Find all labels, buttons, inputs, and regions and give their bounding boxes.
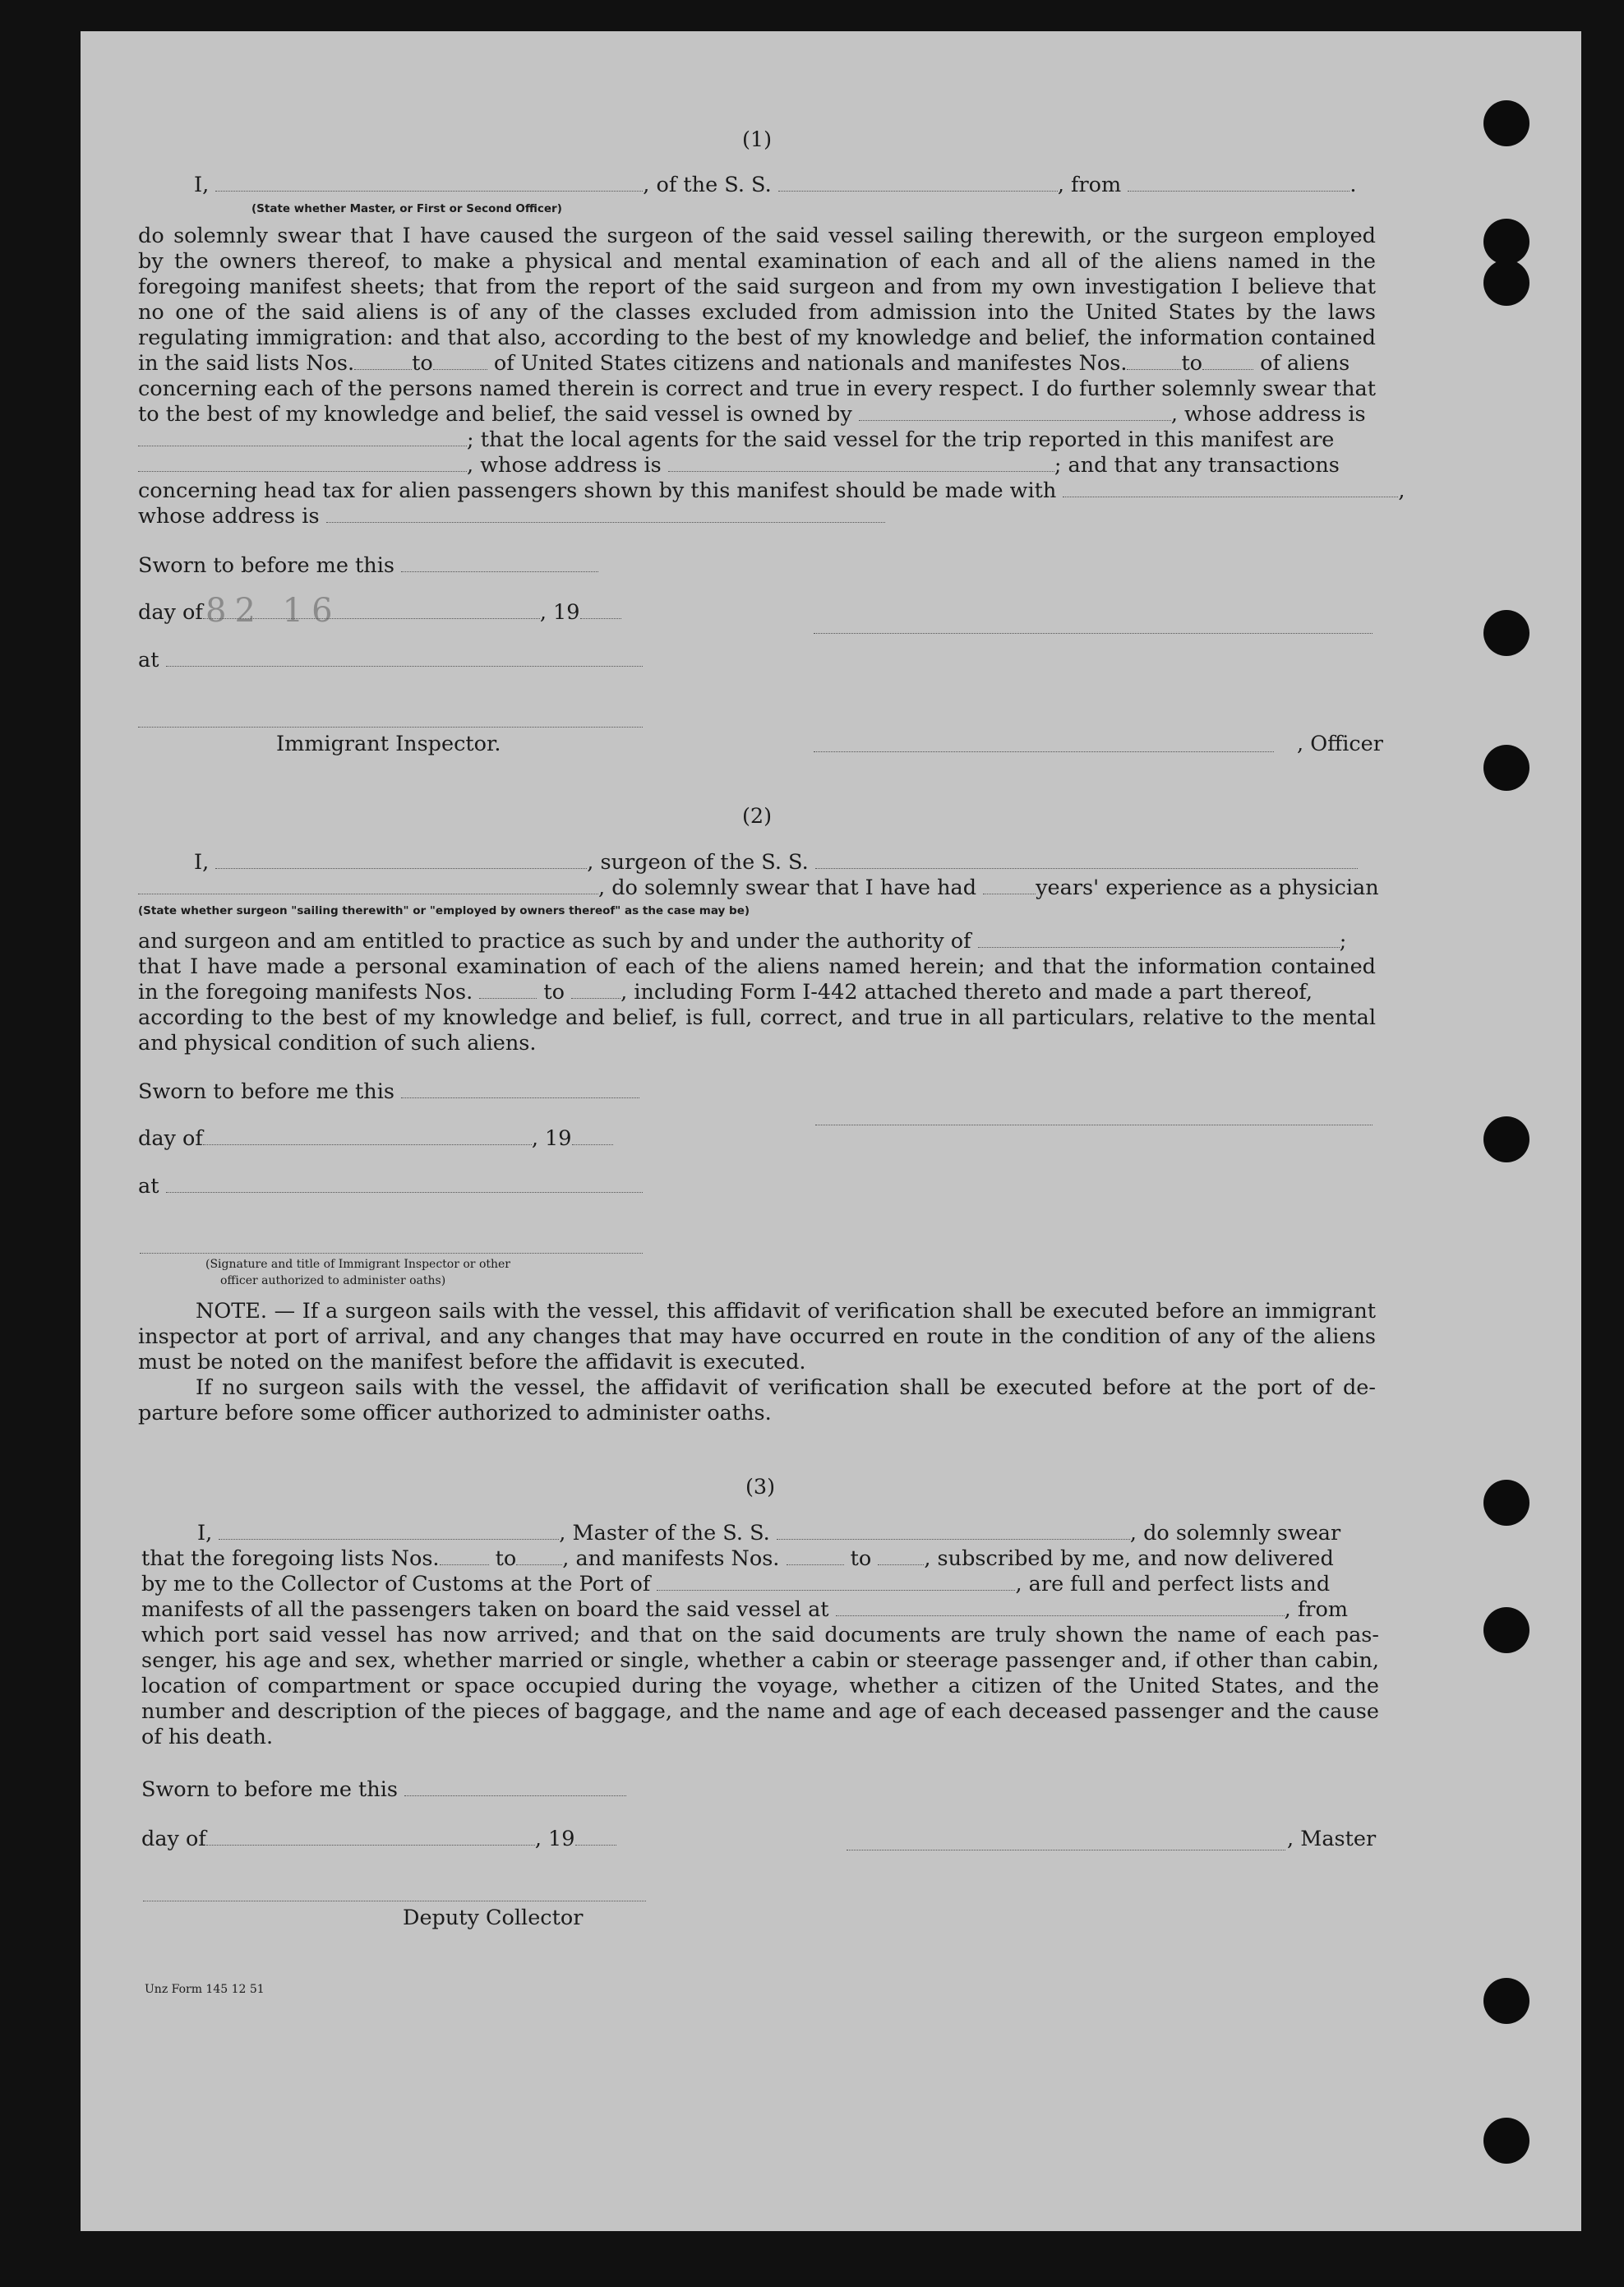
section-1-number: (1) [741,127,773,152]
section-1-sworn: Sworn to before me this [138,553,598,578]
master-name-field[interactable] [219,1521,559,1540]
punch-hole [1483,2118,1529,2164]
port-from-field[interactable] [1128,173,1349,192]
surgeon-status-note: (State whether surgeon "sailing therewith" or "employed by owners thereof" as the case may be) [138,904,750,917]
sworn-place-field[interactable] [166,648,643,667]
section-1-agents-line: ; that the local agents for the said vessel for the trip reported in this manifest are [138,427,1376,452]
punch-hole [1483,1116,1529,1162]
officer-label: , Officer [1297,732,1383,756]
punch-hole [1483,610,1529,656]
section-3-text-line: which port said vessel has now arrived; and that on the said documents are truly shown the name of each pas- [141,1623,1379,1647]
section-1-whose-line: whose address is [138,504,1376,529]
punch-hole [1483,219,1529,265]
inspector-signature-line[interactable] [138,725,643,728]
immigrant-inspector-label: Immigrant Inspector. [276,732,501,756]
sworn-year-field-2[interactable] [572,1126,613,1145]
section-1-text-line: concerning each of the persons named therein is correct and true in every respect. I do further solemnly swear that [138,377,1376,401]
local-agents-field[interactable] [138,453,467,472]
section-1-day-of: day of , 19 [138,600,621,625]
officer-rank-note: (State whether Master, or First or Second Officer) [251,202,562,215]
lists-from-field[interactable] [354,351,412,370]
master-lists-from-field[interactable] [440,1546,489,1565]
sworn-day-field-3[interactable] [404,1777,626,1796]
agents-address-field[interactable] [668,453,1054,472]
section-1-headtax-line: concerning head tax for alien passengers shown by this manifest should be made with , [138,478,1405,503]
sworn-day-field[interactable] [401,553,598,572]
section-2-surgeon-line: and surgeon and am entitled to practice as such by and under the authority of ; [138,929,1347,954]
section-2-manifests-line: in the foregoing manifests Nos. to , including Form I-442 attached thereto and made a part thereof, [138,980,1313,1005]
note-line: inspector at port of arrival, and any changes that may have occurred en route in the condition of any of the aliens [138,1324,1376,1349]
section-2-number: (2) [741,804,773,829]
section-3-text-line: of his death. [141,1725,274,1749]
section-2-at: at [138,1174,643,1199]
section-1-text-line: do solemnly swear that I have caused the surgeon of the said vessel sailing therewith, or the surgeon employed [138,224,1376,248]
master-vessel-field[interactable] [777,1521,1130,1540]
surgeon-signature-line[interactable] [815,1123,1373,1125]
head-tax-contact-field[interactable] [1063,478,1398,497]
note-line: NOTE. — If a surgeon sails with the vessel, this affidavit of verification shall be executed before an immigrant [196,1299,1376,1324]
sworn-day-field-2[interactable] [401,1079,639,1098]
section-3-line-2: that the foregoing lists Nos. to , and manifests Nos. to , subscribed by me, and now delivered [141,1546,1334,1571]
section-3-line-4: manifests of all the passengers taken on board the said vessel at , from [141,1597,1349,1622]
section-3-text-line: number and description of the pieces of baggage, and the name and age of each deceased passenger and the cause [141,1699,1379,1724]
port-of-customs-field[interactable] [657,1572,1015,1591]
section-3-line-1: I, , Master of the S. S. , do solemnly swear [197,1521,1341,1545]
section-1-text-line: regulating immigration: and that also, according to the best of my knowledge and belief, the information contained [138,326,1376,350]
master-signature-line[interactable] [847,1848,1285,1850]
punch-hole [1483,1480,1529,1526]
note-line: If no surgeon sails with the vessel, the affidavit of verification shall be executed before at the port of de- [196,1375,1376,1400]
section-1-text-line: no one of the said aliens is of any of the classes excluded from admission into the United States by the laws [138,300,1376,325]
deputy-collector-signature-line[interactable] [143,1899,646,1901]
manifests-to-field[interactable] [1202,351,1253,370]
officer-name-line[interactable] [814,750,1274,752]
faint-stamp: 82 16 [205,592,341,630]
note-line: parture before some officer authorized to administer oaths. [138,1401,772,1425]
head-tax-address-field[interactable] [326,504,885,523]
section-1-lists-line: in the said lists Nos. to of United States citizens and nationals and manifestes Nos. to of aliens [138,351,1350,376]
section-2-line-1: I, , surgeon of the S. S. [194,850,1376,875]
section-3-day-of: day of , 19 [141,1827,616,1851]
section-2-day-of: day of , 19 [138,1126,613,1151]
surgeon-manifests-from-field[interactable] [479,980,537,999]
note-line: must be noted on the manifest before the affidavit is executed. [138,1350,806,1375]
punch-hole [1483,1607,1529,1653]
signature-note-line-1: (Signature and title of Immigrant Inspector or other [205,1258,510,1271]
sworn-place-field-2[interactable] [166,1174,643,1193]
section-2 [138,804,1379,1067]
note-block [138,1299,1376,1430]
years-experience-field[interactable] [983,876,1036,894]
punch-hole [1483,745,1529,791]
punch-hole [1483,100,1529,146]
section-3-sworn: Sworn to before me this [141,1777,626,1802]
officer-signature-line[interactable] [814,631,1373,634]
lists-to-field[interactable] [433,351,487,370]
section-1-text-line: foregoing manifest sheets; that from the report of the said surgeon and from my own investigation I believe that [138,275,1376,299]
section-1-text-line: by the owners thereof, to make a physical and mental examination of each and all of the aliens named in the [138,249,1376,274]
master-label: , Master [1287,1827,1377,1851]
practice-authority-field[interactable] [978,929,1340,948]
sworn-year-field[interactable] [580,600,621,619]
punch-hole [1483,1978,1529,2024]
form-identifier: Unz Form 145 12 51 [145,1983,265,1996]
sworn-month-field-3[interactable] [206,1827,535,1846]
vessel-owner-field[interactable] [859,402,1171,421]
section-1 [138,123,1405,551]
officer-rank-field[interactable] [215,173,643,192]
port-of-departure-field[interactable] [836,1597,1285,1616]
section-3 [141,1475,1379,1771]
deputy-collector-label: Deputy Collector [403,1906,584,1930]
sworn-month-field[interactable] [203,600,540,619]
surgeon-name-field[interactable] [215,850,587,869]
sworn-year-field-3[interactable] [575,1827,616,1846]
surgeon-vessel-field[interactable] [815,850,1358,869]
surgeon-status-field[interactable] [138,876,598,894]
section-2-text-line: and physical condition of such aliens. [138,1031,537,1056]
punch-hole [1483,260,1529,306]
section-2-text-line: according to the best of my knowledge and belief, is full, correct, and true in all particulars, relative to the mental [138,1005,1376,1030]
sworn-month-field-2[interactable] [203,1126,532,1145]
owner-address-field[interactable] [138,427,467,446]
master-manifests-from-field[interactable] [787,1546,844,1565]
master-lists-to-field[interactable] [516,1546,562,1565]
section-2-text-line: that I have made a personal examination of each of the aliens named herein; and that the information contained [138,954,1376,979]
inspector-signature-line-2[interactable] [140,1251,643,1254]
section-1-address-line: , whose address is ; and that any transactions [138,453,1376,478]
section-3-text-line: senger, his age and sex, whether married or single, whether a cabin or steerage passenger and, if other than cabin, [141,1648,1379,1673]
master-manifests-to-field[interactable] [878,1546,924,1565]
section-1-owned-line: to the best of my knowledge and belief, the said vessel is owned by , whose address is [138,402,1366,427]
section-2-line-2: , do solemnly swear that I have had years' experience as a physician [138,876,1376,900]
surgeon-manifests-to-field[interactable] [571,980,621,999]
section-3-text-line: location of compartment or space occupied during the voyage, whether a citizen of the United States, and the [141,1674,1379,1698]
section-1-line-1: I, , of the S. S. , from . [194,173,1357,197]
section-3-line-3: by me to the Collector of Customs at the Port of , are full and perfect lists and [141,1572,1331,1596]
manifests-from-field[interactable] [1127,351,1181,370]
section-3-number: (3) [745,1475,776,1499]
section-1-at: at [138,648,643,672]
vessel-name-field[interactable] [778,173,1058,192]
signature-note-line-2: officer authorized to administer oaths) [220,1274,446,1287]
section-2-sworn: Sworn to before me this [138,1079,639,1104]
